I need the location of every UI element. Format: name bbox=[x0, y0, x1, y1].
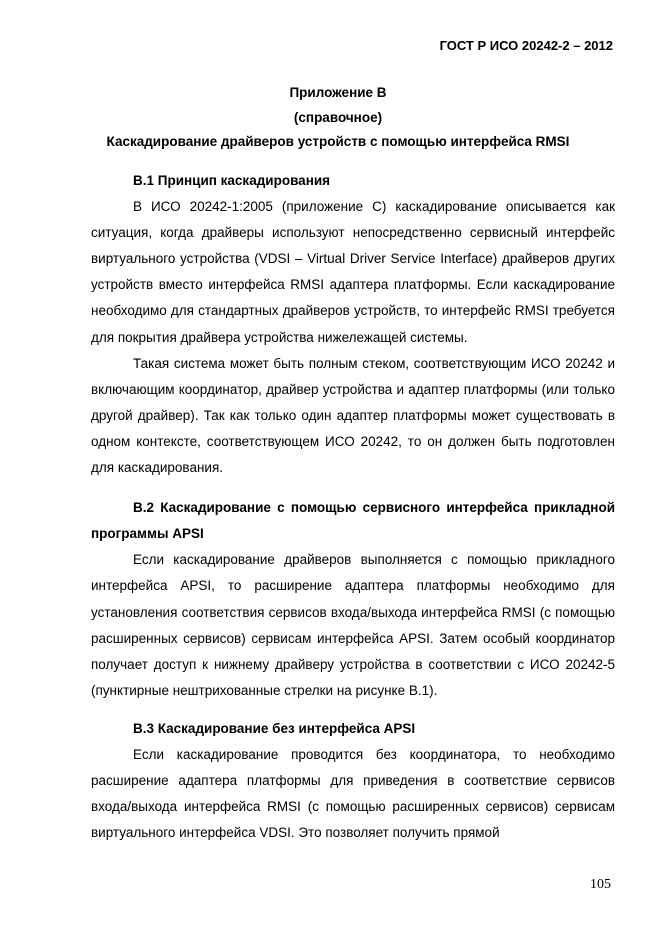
annex-title: Приложение В bbox=[289, 85, 387, 100]
paragraph: Если каскадирование драйверов выполняется с помощью прикладного интерфейса APSI, то расширение адаптера платформы необходимо для установления соответствия сервисов входа/выхода интерфейса RMSI (с помощью расширенных сервисов) сервисам интерфейса APSI. Затем особый координатор получает доступ к нижнему драйверу устройства в соответствии с ИСО 20242-5 (пунктирные нештрихованные стрелки на рисунке В.1). bbox=[91, 552, 615, 698]
document-body bbox=[91, 168, 615, 846]
paragraph: В ИСО 20242-1:2005 (приложение С) каскадирование описывается как ситуация, когда драйверы используют непосредственно сервисный интерфейс виртуального устройства (VDSI – Virtual Driver Service Interface) драйверов других устройств вместо интерфейса RMSI адаптера платформы. Если каскадирование необходимо для стандартных драйверов устройств, то интерфейс RMSI требуется для покрытия драйвера устройства нижележащей системы. bbox=[91, 199, 615, 345]
page-number: 105 bbox=[590, 877, 611, 892]
document-header: ГОСТ Р ИСО 20242-2 – 2012 bbox=[439, 38, 613, 53]
paragraph: Такая система может быть полным стеком, соответствующим ИСО 20242 и включающим координатор, драйвер устройства и адаптер платформы (или только другой драйвер). Так как только один адаптер платформы может существовать в одном контексте, соответствующем ИСО 20242, то он должен быть подготовлен для каскадирования. bbox=[91, 355, 615, 476]
paragraph: Если каскадирование проводится без координатора, то необходимо расширение адаптера платформы для приведения в соответствие сервисов входа/выхода интерфейса RMSI (с помощью расширенных сервисов) сервисам виртуального интерфейса VDSI. Это позволяет получить прямой bbox=[91, 746, 615, 841]
annex-kind: (справочное) bbox=[293, 109, 383, 125]
section-heading-b1: В.1 Принцип каскадирования bbox=[133, 173, 331, 188]
annex-title-block bbox=[60, 81, 616, 155]
section-heading-b3: В.3 Каскадирование без интерфейса APSI bbox=[133, 720, 416, 736]
section-heading-b2: В.2 Каскадирование с помощью сервисного интерфейса прикладной программы APSI bbox=[91, 500, 615, 542]
annex-subject: Каскадирование драйверов устройств с помощью интерфейса RMSI bbox=[106, 134, 570, 149]
